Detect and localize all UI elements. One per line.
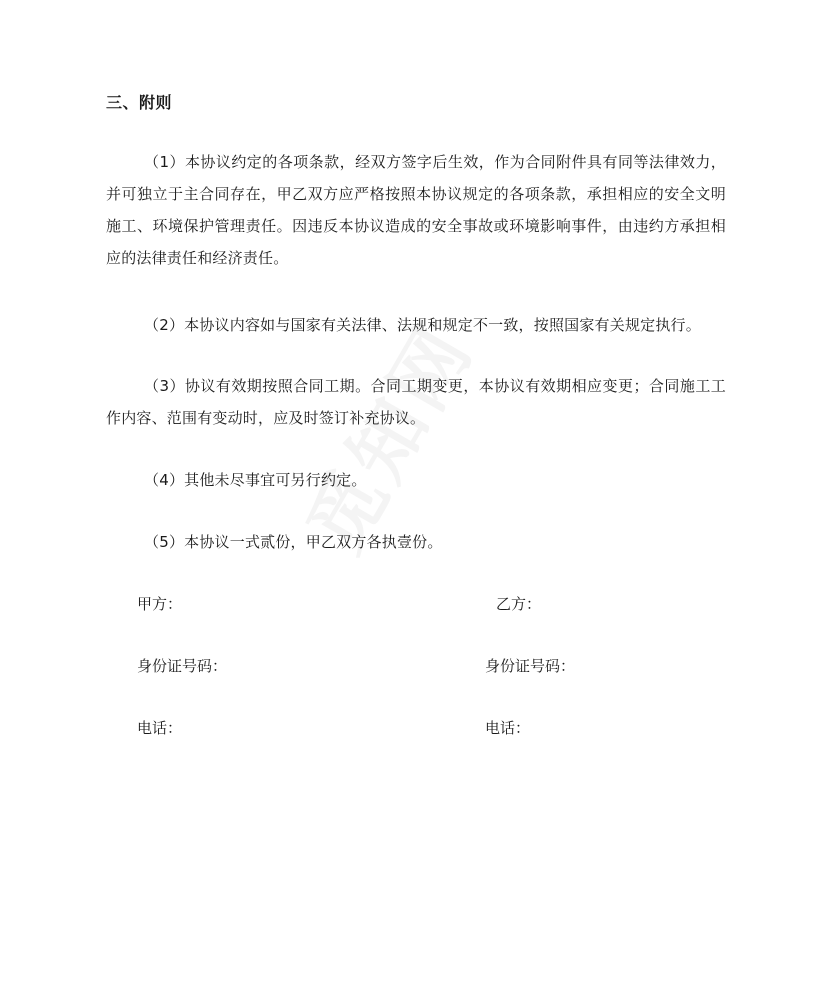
party-b-id-label: 身份证号码： <box>485 657 576 675</box>
party-a-name-label: 甲方： <box>137 595 183 613</box>
clause-paragraph-5: （5）本协议一式贰份，甲乙双方各执壹份。 <box>144 533 443 551</box>
clause-paragraph-4: （4）其他未尽事宜可另行约定。 <box>144 471 367 489</box>
party-b-phone-label: 电话： <box>485 719 531 737</box>
section-heading: 三、附则 <box>106 93 173 112</box>
clause-paragraph-1: （1）本协议约定的各项条款，经双方签字后生效，作为合同附件具有同等法律效力，并可独立于主合同存在，甲乙双方应严格按照本协议规定的各项条款，承担相应的安全文明施工、环境保护管理责任。因违反本协议造成的安全事故或环境影响事件，由违约方承担相应的法律责任和经济责任。 <box>106 153 726 267</box>
clause-paragraph-3: （3）协议有效期按照合同工期。合同工期变更，本协议有效期相应变更；合同施工工作内容、范围有变动时，应及时签订补充协议。 <box>106 377 726 427</box>
party-a-phone-label: 电话： <box>137 719 183 737</box>
clause-paragraph-2: （2）本协议内容如与国家有关法律、法规和规定不一致，按照国家有关规定执行。 <box>144 316 701 334</box>
party-b-name-label: 乙方： <box>496 595 542 613</box>
party-a-id-label: 身份证号码： <box>137 657 228 675</box>
